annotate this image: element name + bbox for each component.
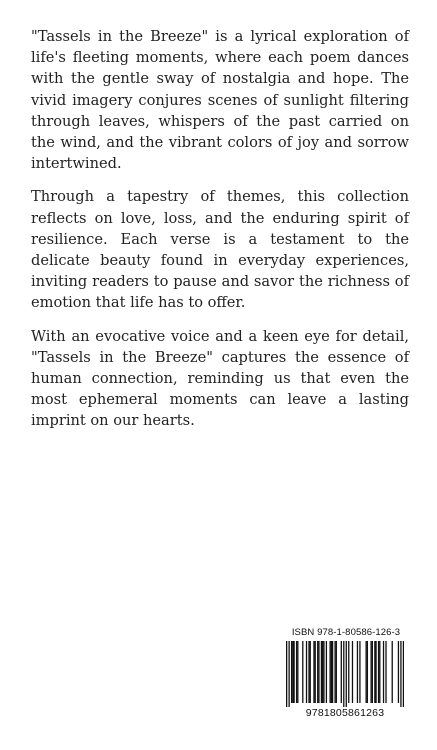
barcode-bar — [291, 641, 292, 703]
blurb-paragraph-1: "Tassels in the Breeze" is a lyrical exploration of life's fleeting moments, where each poem dances with the gentle sway of nostalgia and hope. The vivid imagery conjures scenes of sunlight filtering through leaves, whispers of the past carried on the wind, and the vibrant colors of joy and sorrow intertwined. — [31, 28, 409, 173]
barcode-bar — [292, 641, 293, 703]
barcode-bar — [392, 641, 393, 703]
barcode-bar — [313, 641, 314, 703]
isbn-label: ISBN 978-1-80586-126-3 — [291, 627, 401, 638]
barcode-bar — [379, 641, 380, 703]
barcode-bar — [297, 641, 298, 703]
barcode-bar — [365, 641, 366, 703]
barcode-bar — [341, 641, 342, 703]
barcode-bar — [293, 641, 294, 703]
barcode-bar — [403, 641, 404, 707]
barcode-icon — [286, 641, 404, 707]
barcode-bar — [398, 641, 399, 703]
barcode-bar — [318, 641, 319, 703]
barcode-bar — [367, 641, 368, 703]
barcode-bar — [359, 641, 360, 703]
barcode-bar — [352, 641, 353, 703]
barcode-bar — [331, 641, 332, 703]
barcode-bar — [346, 641, 347, 707]
barcode-bar — [334, 641, 335, 703]
barcode-bar — [322, 641, 323, 703]
barcode-bar — [315, 641, 316, 703]
barcode-bar — [400, 641, 401, 707]
barcode-bar — [372, 641, 373, 703]
blurb-paragraph-3: With an evocative voice and a keen eye for detail, "Tassels in the Breeze" captures the essence of human connection, reminding us that even the most ephemeral moments can leave a lasting imprint on our hearts. — [31, 327, 409, 430]
barcode-bar — [370, 641, 371, 703]
barcode-bar — [286, 641, 287, 707]
barcode-bar — [383, 641, 384, 703]
barcode-bar — [336, 641, 337, 703]
barcode-bar — [308, 641, 309, 703]
barcode-bar — [321, 641, 322, 703]
barcode-bar — [343, 641, 344, 707]
back-cover-blurb — [31, 26, 409, 444]
blurb-paragraph-2: Through a tapestry of themes, this collection reflects on love, loss, and the enduring spirit of resilience. Each verse is a testament to the delicate beauty found in everyday experiences, inviting readers to pause and savor the richness of emotion that life has to offer. — [31, 188, 409, 312]
barcode-bar — [385, 641, 386, 703]
barcode-bar — [302, 641, 303, 703]
barcode-bar — [310, 641, 311, 703]
barcode-bar — [374, 641, 375, 703]
barcode-number: 9781805861263 — [305, 707, 385, 719]
barcode-bar — [357, 641, 358, 703]
barcode-bar — [378, 641, 379, 703]
barcode-bar — [375, 641, 376, 703]
barcode-bar — [306, 641, 307, 703]
barcode-bar — [329, 641, 330, 703]
barcode-bar — [348, 641, 349, 703]
barcode-bar — [323, 641, 324, 703]
isbn-barcode — [284, 627, 406, 723]
barcode-bar — [296, 641, 297, 703]
barcode-bar — [326, 641, 327, 703]
barcode-bar — [317, 641, 318, 703]
barcode-bar — [332, 641, 333, 703]
barcode-bar — [288, 641, 289, 707]
